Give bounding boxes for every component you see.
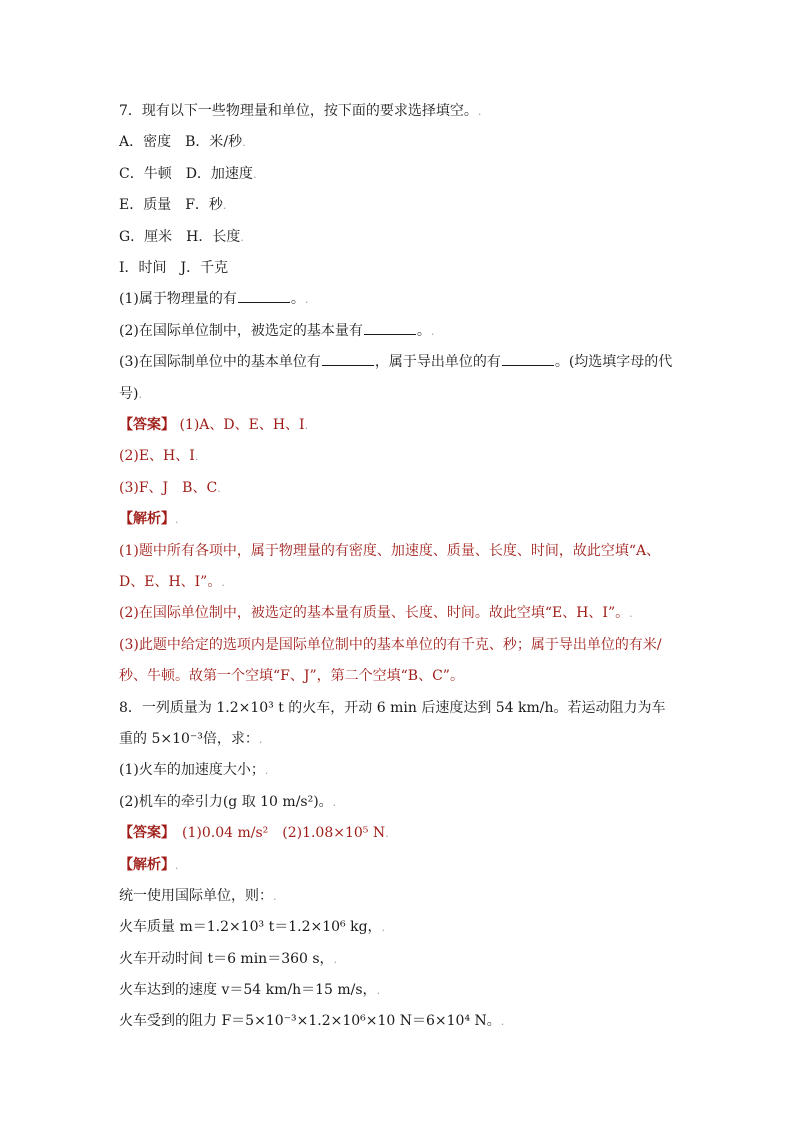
answer-blank: [238, 290, 290, 303]
q7-analysis-1: (1)题中所有各项中，属于物理量的有密度、加速度、质量、长度、时间，故此空填“A、D、E、H、I”。.: [119, 542, 661, 590]
q8-step-1: 统一使用国际单位，则：.: [119, 887, 277, 904]
q8-sub1: (1)火车的加速度大小；.: [119, 762, 269, 779]
q7-option-ef: E．质量 F．秒.: [119, 197, 227, 214]
q7-answer-3: (3)F、J B、C.: [119, 479, 221, 496]
q8-step-2: 火车质量 m＝1.2×10³ t＝1.2×10⁶ kg，.: [119, 919, 386, 936]
q7-answer-2: (2)E、H、I.: [119, 448, 199, 465]
q8-step-3: 火车开动时间 t＝6 min＝360 s，.: [119, 950, 338, 967]
q8-step-5: 火车受到的阻力 F＝5×10⁻³×1.2×10⁶×10 N＝6×10⁴ N。.: [119, 1013, 505, 1030]
q7-analysis-label: 【解析】.: [119, 511, 179, 528]
q7-option-cd: C．牛顿 D．加速度.: [119, 165, 257, 182]
q7-analysis-2: (2)在国际单位制中，被选定的基本量有质量、长度、时间。故此空填“E、H、I”。.: [119, 605, 633, 622]
document-content: [119, 96, 679, 1038]
q7-answer: 【答案】 (1)A、D、E、H、I.: [119, 416, 309, 433]
q7-option-gh: G．厘米 H．长度.: [119, 228, 244, 245]
answer-blank: [322, 353, 374, 366]
answer-label: 【答案】: [119, 825, 168, 842]
q8-analysis-label: 【解析】.: [119, 856, 179, 873]
q7-sub3: (3)在国际制单位中的基本单位有 ，属于导出单位的有 。(均选填字母的代号).: [119, 354, 673, 402]
q8-sub2: (2)机车的牵引力(g 取 10 m/s²)。.: [119, 793, 337, 810]
q7-sub2: (2)在国际单位制中，被选定的基本量有 。.: [119, 322, 435, 339]
answer-blank: [364, 322, 416, 335]
answer-label: 【答案】: [119, 416, 175, 433]
q7-analysis-3: (3)此题中给定的选项内是国际单位制中的基本单位的有千克、秒；属于导出单位的有米/秒、牛顿。故第一个空填“F、J”，第二个空填“B、C”。: [119, 636, 662, 685]
q7-sub1: (1)属于物理量的有 。.: [119, 291, 309, 308]
q8-answer: 【答案】 (1)0.04 m/s² (2)1.08×10⁵ N.: [119, 825, 389, 842]
q8-title: 8．一列质量为 1.2×10³ t 的火车，开动 6 min 后速度达到 54 km/h。若运动阻力为车重的 5×10⁻³倍，求：.: [119, 699, 666, 747]
q7-title: 7．现有以下一些物理量和单位，按下面的要求选择填空。.: [119, 103, 482, 119]
q7-option-ab: A．密度 B．米/秒.: [119, 134, 246, 151]
q7-option-ij: I．时间 J．千克: [119, 259, 229, 276]
q8-step-4: 火车达到的速度 v＝54 km/h＝15 m/s，.: [119, 982, 381, 999]
answer-blank: [502, 353, 554, 366]
